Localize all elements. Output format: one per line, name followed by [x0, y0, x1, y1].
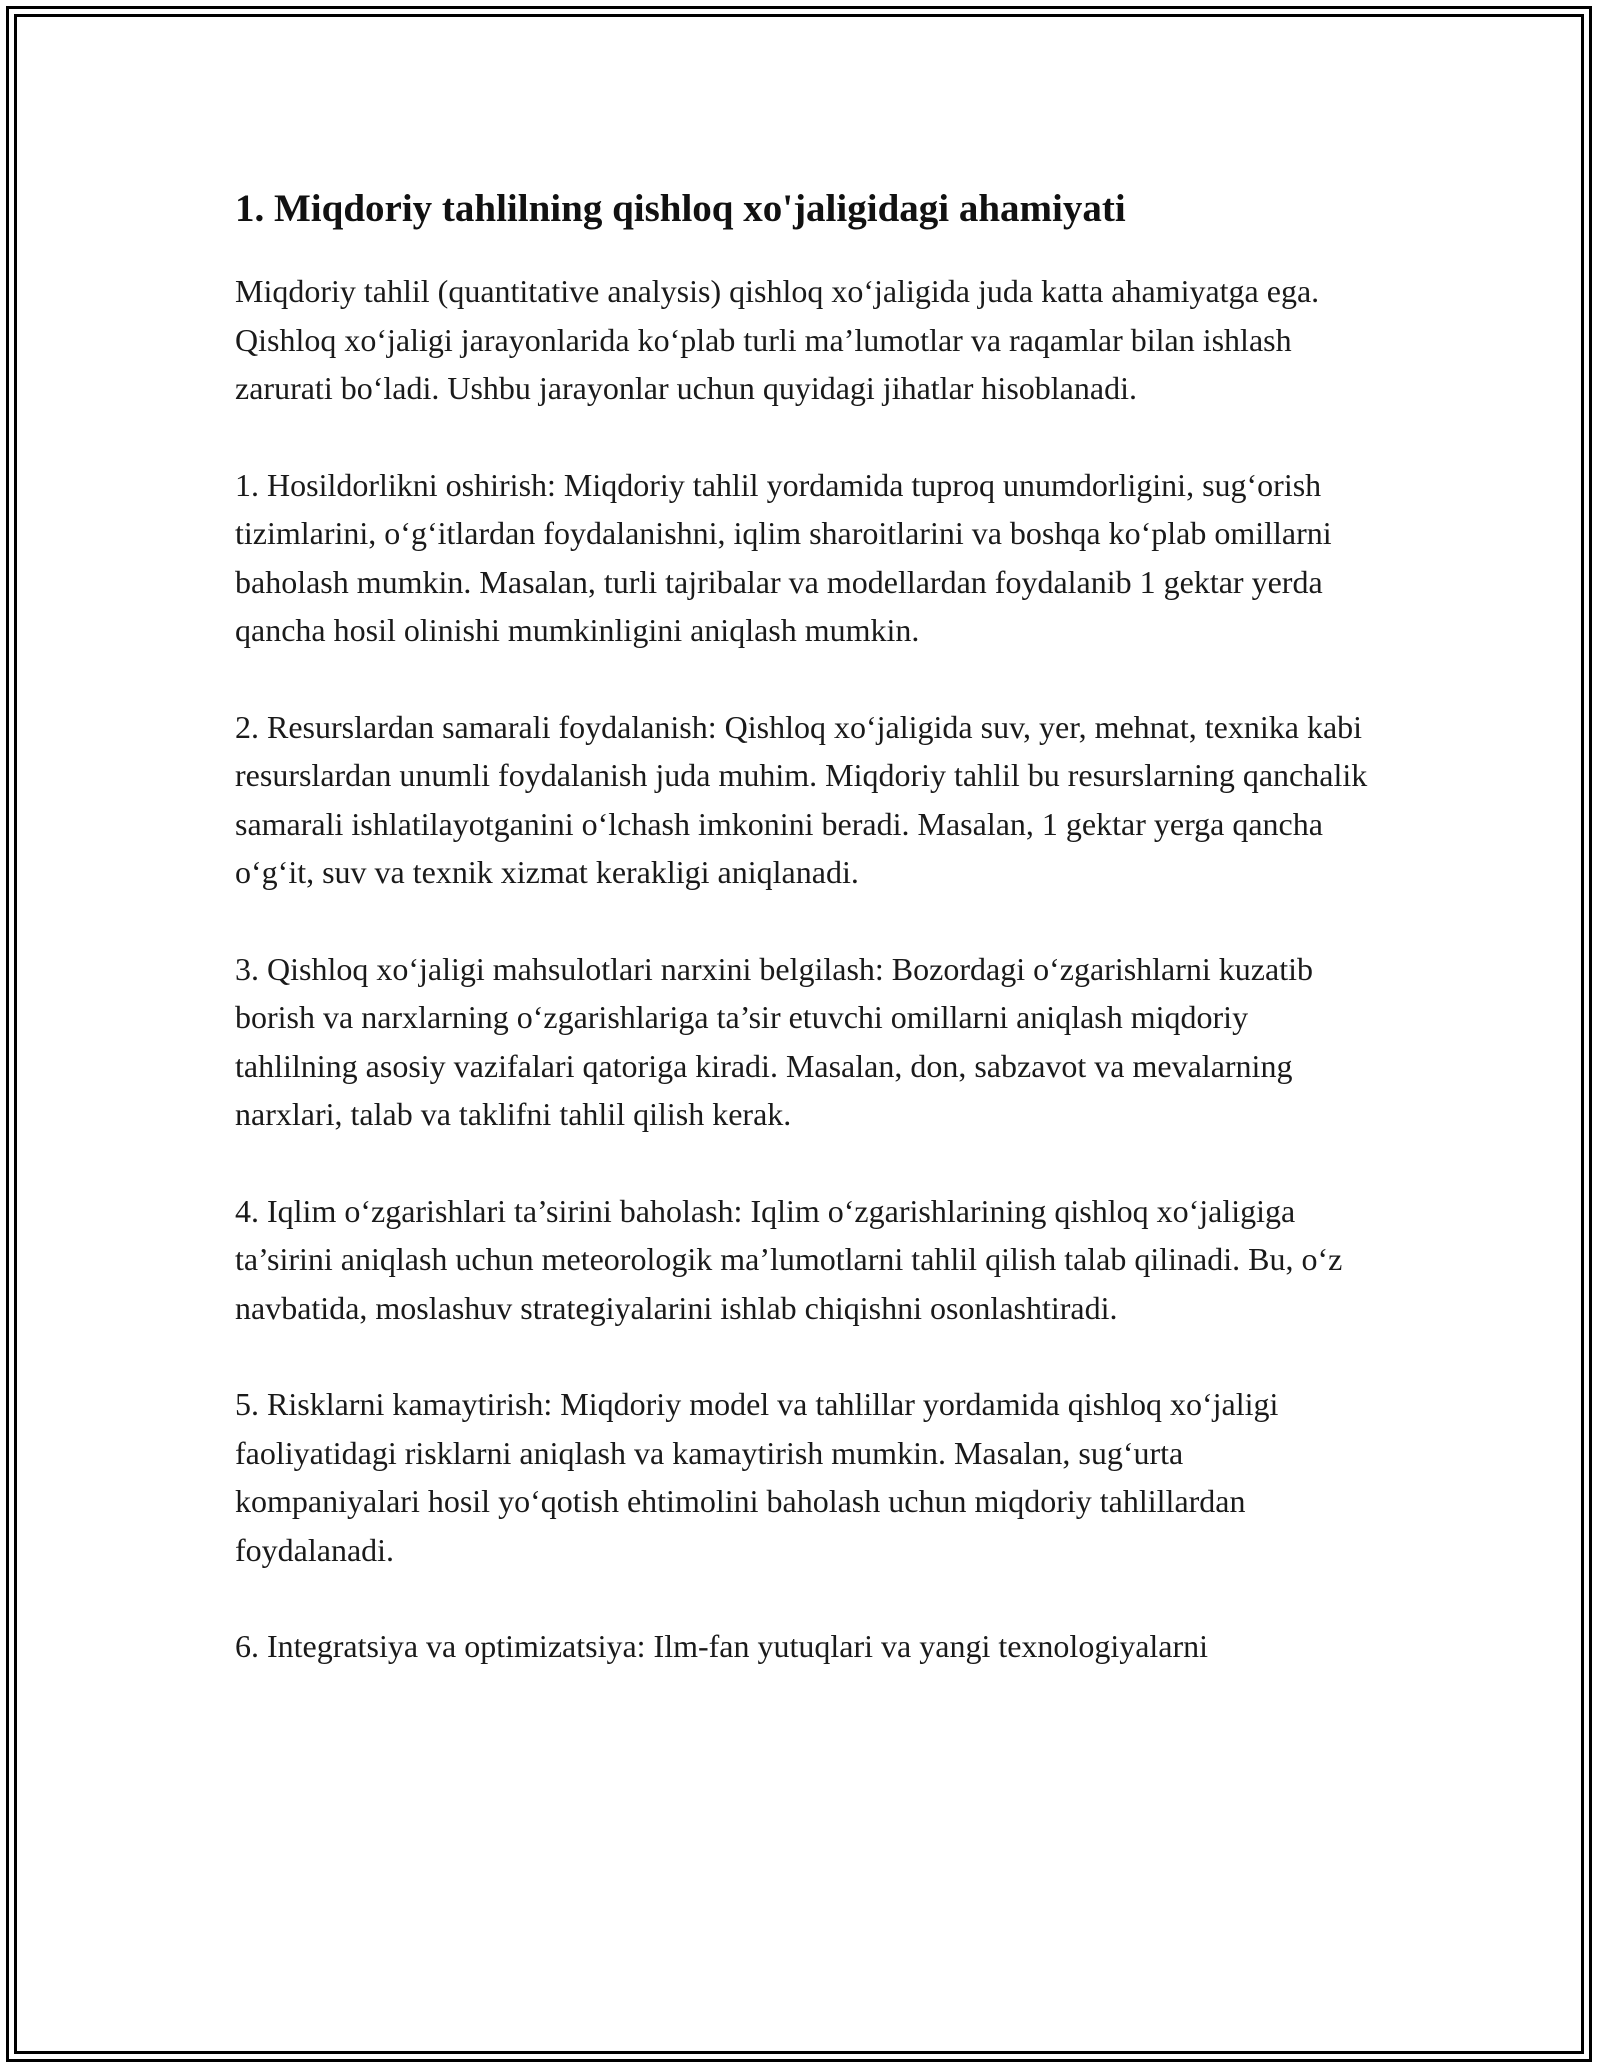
paragraph-yield-increase: 1. Hosildorlikni oshirish: Miqdoriy tahlil yordamida tuproq unumdorligini, sug‘orish tizimlarini, o‘g‘itlardan foydalanishni, iqlim sharoitlarini va boshqa ko‘plab omillarni baholash mumkin. Masalan, turli tajribalar va modellardan foydalanib 1 gektar yerda qancha hosil olinishi mumkinligini aniqlash mumkin. — [235, 466, 1332, 648]
paragraph-climate-impact: 4. Iqlim o‘zgarishlari ta’sirini baholash: Iqlim o‘zgarishlarining qishloq xo‘jaligiga ta’sirini aniqlash uchun meteorologik ma’lumotlarni tahlil qilish talab qilinadi. Bu, o‘z navbatida, moslashuv strategiyalarini ishlab chiqishni osonlashtiradi. — [235, 1192, 1343, 1326]
paragraph-risk-reduction: 5. Risklarni kamaytirish: Miqdoriy model va tahlillar yordamida qishloq xo‘jaligi faoliyatidagi risklarni aniqlash va kamaytirish mumkin. Masalan, sug‘urta kompaniyalari hosil yo‘qotish ehtimolini baholash uchun miqdoriy tahlillardan foydalanadi. — [235, 1386, 1279, 1568]
paragraph-integration: 6. Integratsiya va optimizatsiya: Ilm-fan yutuqlari va yangi texnologiyalarni — [235, 1628, 1209, 1664]
paragraph-resource-efficiency: 2. Resurslardan samarali foydalanish: Qishloq xo‘jaligida suv, yer, mehnat, texnika kabi resurslardan unumli foydalanish juda muhim. Miqdoriy tahlil bu resurslarning qanchalik samarali ishlatilayotganini o‘lchash imkonini beradi. Masalan, 1 gektar yerga qancha o‘g‘it, suv va texnik xizmat kerakligi aniqlanadi. — [235, 708, 1368, 890]
document-body — [235, 185, 1375, 1671]
intro-paragraph: Miqdoriy tahlil (quantitative analysis) qishloq xo‘jaligida juda katta ahamiyatga ega. Qishloq xo‘jaligi jarayonlarida ko‘plab turli ma’lumotlar va raqamlar bilan ishlash zarurati bo‘ladi. Ushbu jarayonlar uchun quyidagi jihatlar hisoblanadi. — [235, 273, 1320, 406]
paragraph-price-setting: 3. Qishloq xo‘jaligi mahsulotlari narxini belgilash: Bozordagi o‘zgarishlarni kuzatib borish va narxlarning o‘zgarishlariga ta’sir etuvchi omillarni aniqlash miqdoriy tahlilning asosiy vazifalari qatoriga kiradi. Masalan, don, sabzavot va mevalarning narxlari, talab va taklifni tahlil qilish kerak. — [235, 950, 1313, 1132]
section-heading: 1. Miqdoriy tahlilning qishloq xo'jaligidagi ahamiyati — [235, 187, 1126, 230]
